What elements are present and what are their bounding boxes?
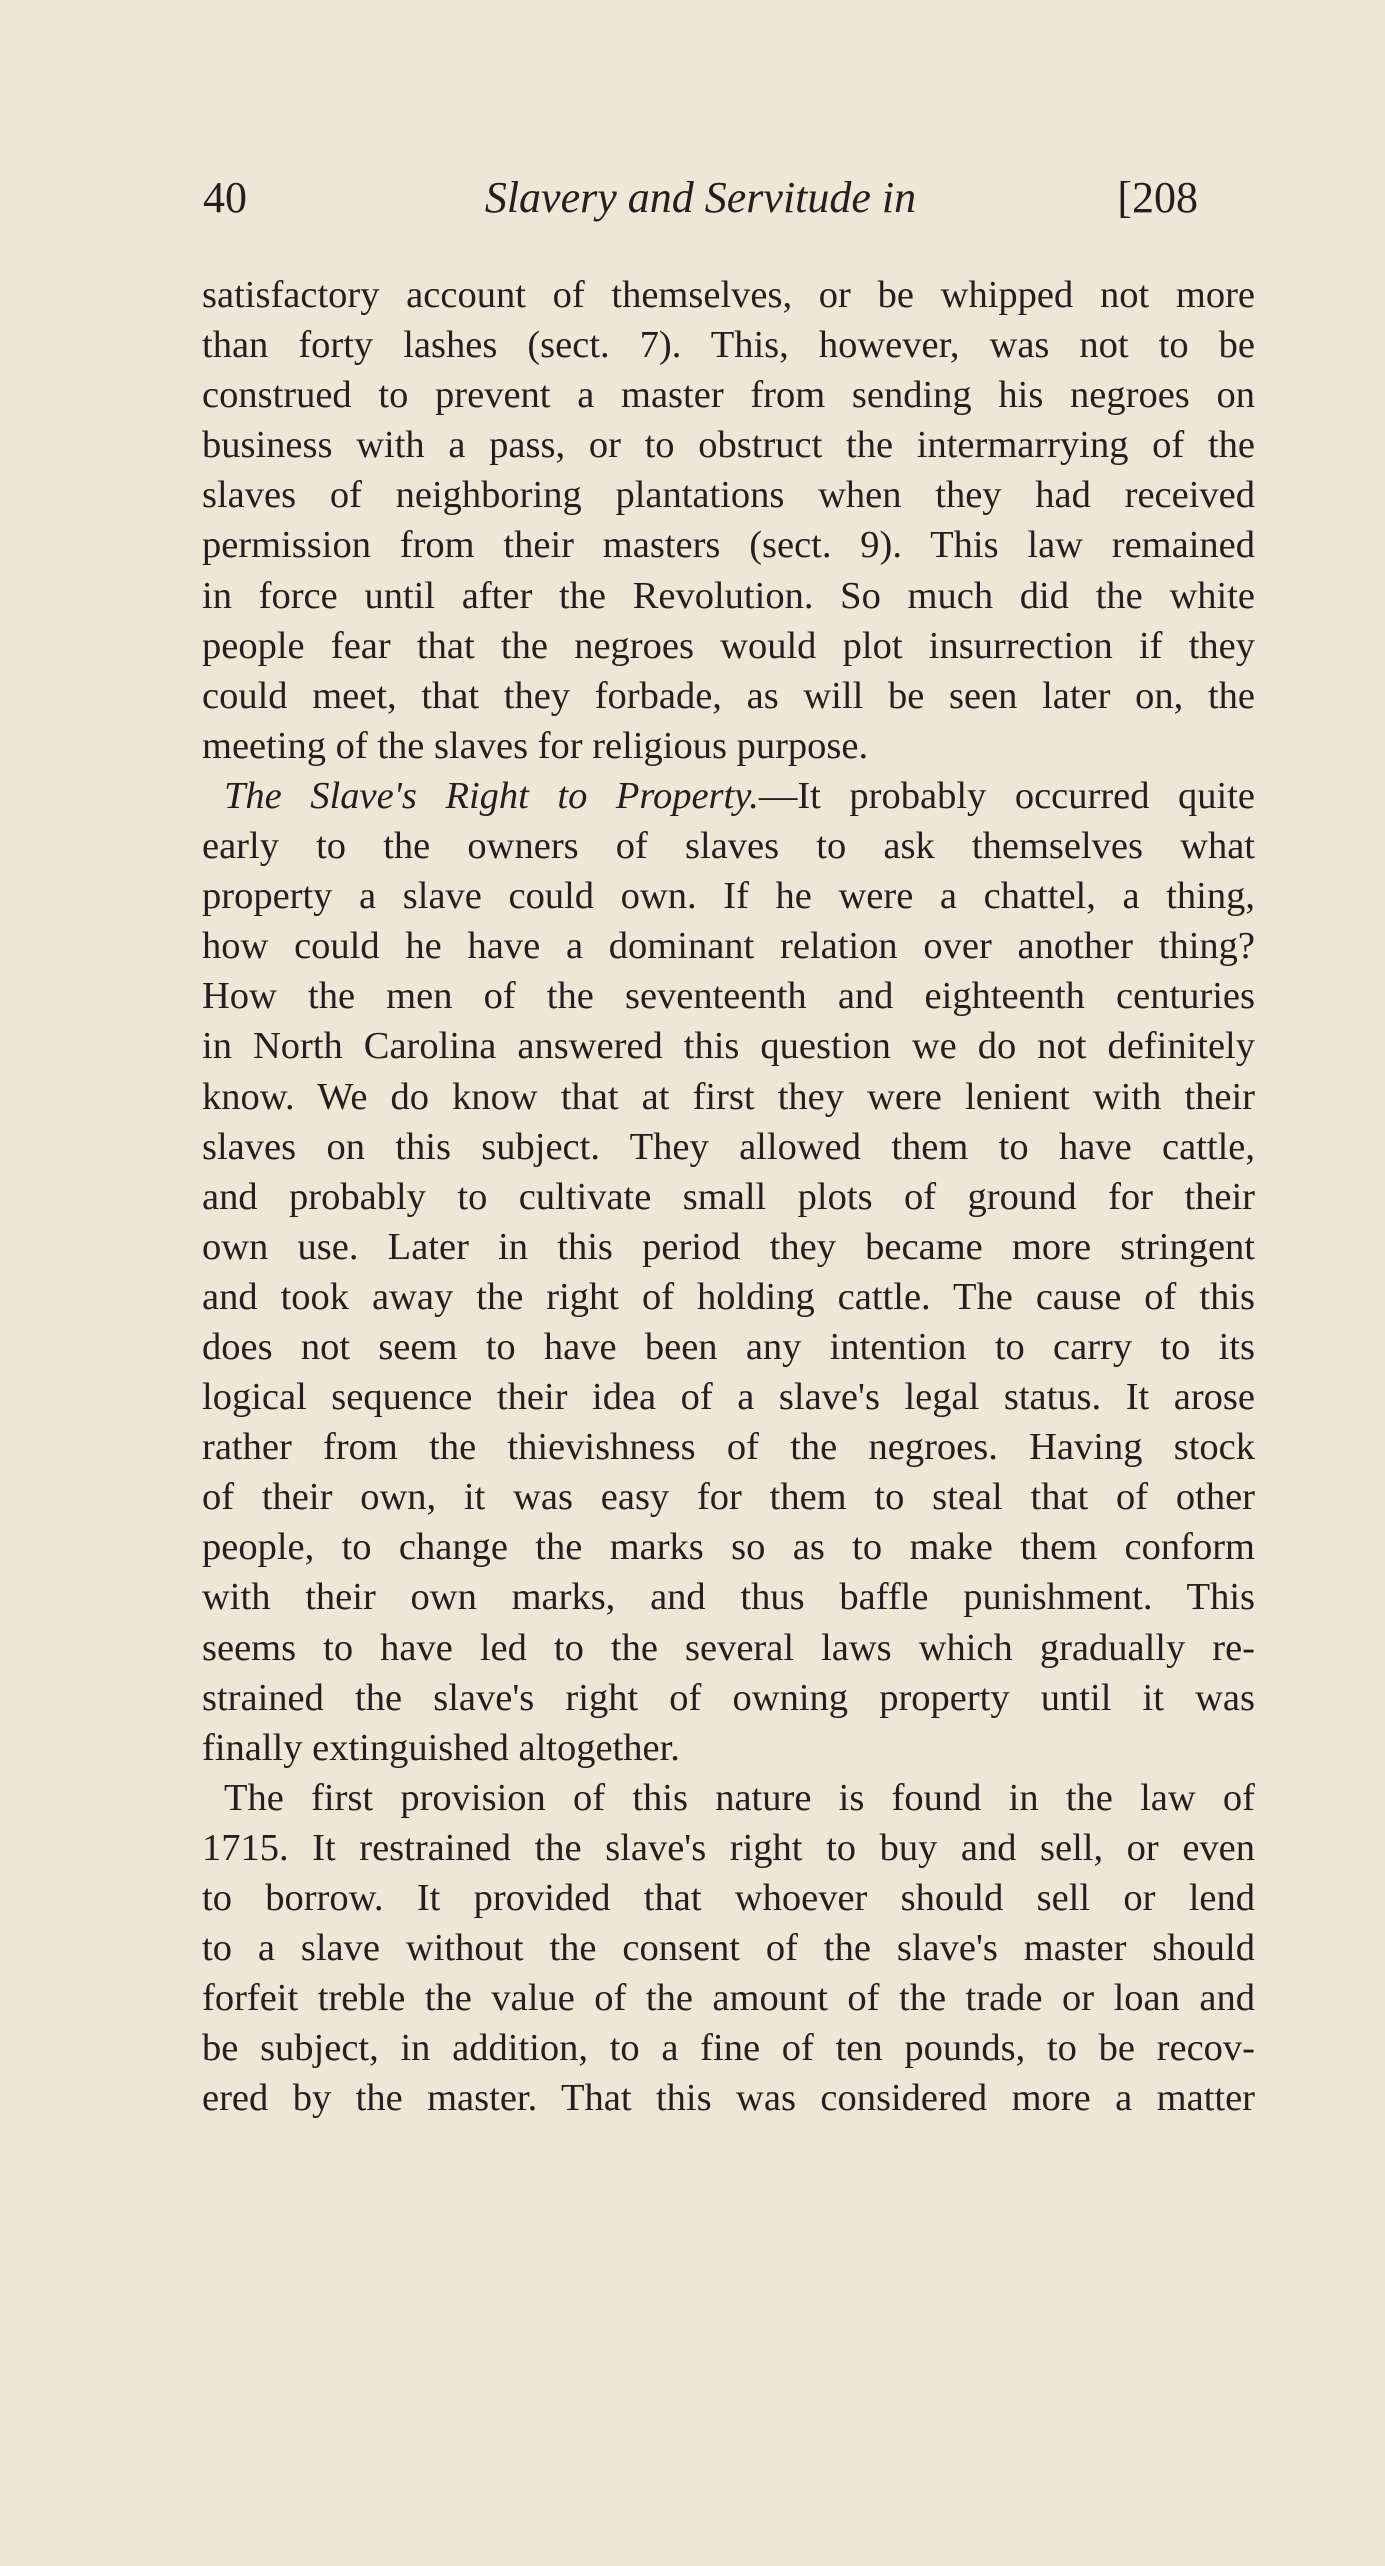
text-line: people, to change the marks so as to make them conform: [202, 1526, 1255, 1569]
text-line: be subject, in addition, to a fine of ten pounds, to be recov-: [202, 2027, 1255, 2070]
text-line: of their own, it was easy for them to steal that of other: [202, 1476, 1255, 1519]
text-line: with their own marks, and thus baffle punishment. This: [202, 1576, 1255, 1619]
text-line: could meet, that they forbade, as will be seen later on, the: [202, 674, 1255, 717]
paragraph-1: [202, 270, 1255, 771]
body-text: [202, 270, 1255, 2123]
text-line: forfeit treble the value of the amount of the trade or loan and: [202, 1977, 1255, 2020]
text-line: to borrow. It provided that whoever should sell or lend: [202, 1877, 1255, 1919]
text-line: ered by the master. That this was considered more a matter: [202, 2077, 1255, 2120]
text-line: to a slave without the consent of the slave's master should: [202, 1927, 1255, 1970]
text-line: seems to have led to the several laws which gradually re-: [202, 1626, 1255, 1669]
text-line: 1715. It restrained the slave's right to buy and sell, or even: [202, 1826, 1255, 1869]
text-line: slaves of neighboring plantations when they had received: [202, 474, 1255, 517]
text-line: own use. Later in this period they became more stringent: [202, 1225, 1255, 1268]
text-line: satisfactory account of themselves, or be whipped not more: [202, 274, 1255, 316]
paragraph-2: [202, 771, 1255, 1773]
paragraph-3: [202, 1773, 1255, 2124]
text-line: and probably to cultivate small plots of ground for their: [202, 1175, 1255, 1218]
text-line: early to the owners of slaves to ask themselves what: [202, 825, 1255, 868]
text-line: how could he have a dominant relation over another thing?: [202, 925, 1255, 968]
text-line: construed to prevent a master from sending his negroes on: [202, 374, 1255, 417]
text-line: than forty lashes (sect. 7). This, however, was not to be: [202, 324, 1255, 367]
text-line: people fear that the negroes would plot insurrection if they: [202, 624, 1255, 667]
page-number: 40: [203, 173, 247, 222]
text-line: meeting of the slaves for religious purpose.: [202, 724, 869, 767]
text-line: strained the slave's right of owning property until it was: [202, 1676, 1255, 1719]
text-line: in North Carolina answered this question we do not definitely: [202, 1025, 1255, 1068]
text-line: How the men of the seventeenth and eighteenth centuries: [202, 975, 1255, 1018]
text-line: business with a pass, or to obstruct the intermarrying of the: [202, 424, 1255, 467]
text-line: finally extinguished altogether.: [202, 1726, 680, 1769]
text-line: The first provision of this nature is found in the law of: [224, 1776, 1255, 1819]
text-line: slaves on this subject. They allowed them to have cattle,: [202, 1125, 1255, 1168]
text-line: logical sequence their idea of a slave's legal status. It arose: [202, 1376, 1255, 1419]
text-line: rather from the thievishness of the negroes. Having stock: [202, 1426, 1255, 1469]
running-title: Slavery and Servitude in: [484, 173, 917, 222]
heading-line-rest: —It probably occurred quite: [758, 774, 1256, 817]
section-heading: The Slave's Right to Property.: [224, 774, 759, 817]
text-line: in force until after the Revolution. So much did the white: [202, 574, 1255, 617]
section-number: [208: [1117, 173, 1198, 222]
text-line: and took away the right of holding cattle. The cause of this: [202, 1275, 1255, 1318]
running-head: [203, 168, 1198, 228]
text-line: does not seem to have been any intention to carry to its: [202, 1325, 1255, 1368]
text-line: know. We do know that at first they were lenient with their: [202, 1075, 1255, 1118]
text-line: permission from their masters (sect. 9). This law remained: [202, 524, 1255, 567]
text-line: property a slave could own. If he were a chattel, a thing,: [202, 875, 1255, 918]
text-line: [202, 771, 1255, 821]
